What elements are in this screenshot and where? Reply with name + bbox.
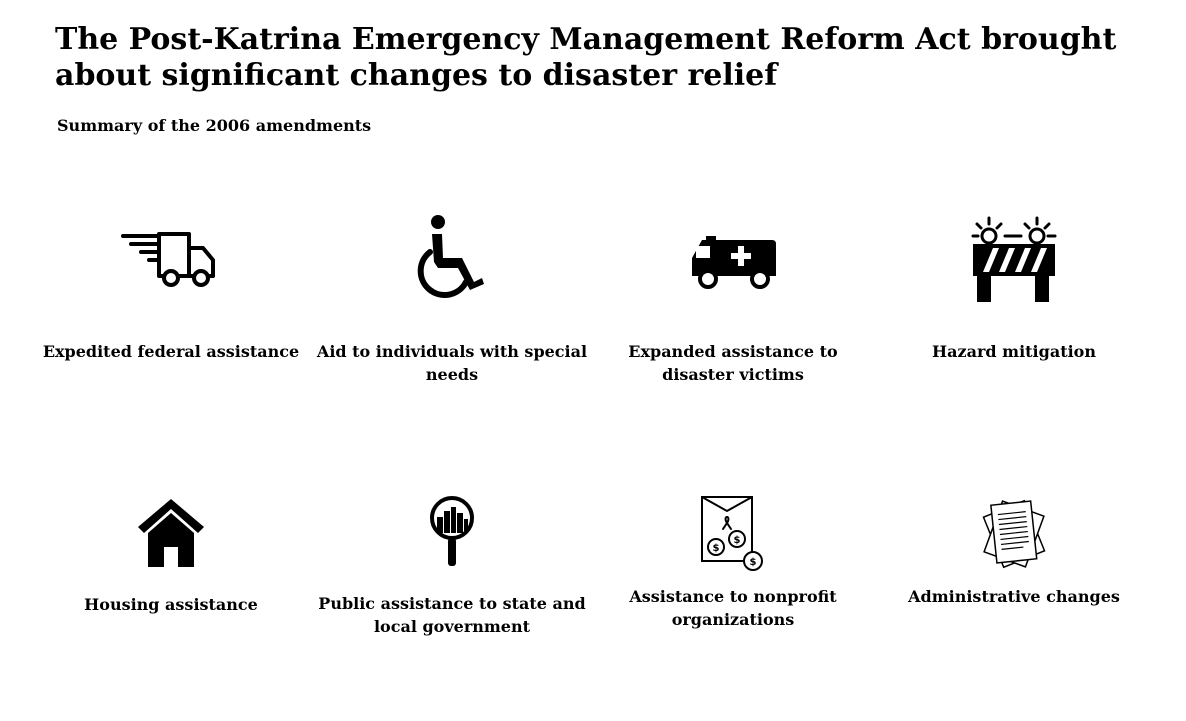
item-label: Assistance to nonprofit organizations xyxy=(629,587,837,629)
page-subtitle: Summary of the 2006 amendments xyxy=(57,116,372,135)
donation-envelope-icon xyxy=(700,495,766,573)
house-icon xyxy=(136,497,206,569)
item-administrative-changes xyxy=(874,495,1154,645)
documents-icon xyxy=(978,497,1050,571)
item-expedited-federal-assistance xyxy=(31,210,311,400)
item-label: Hazard mitigation xyxy=(932,342,1096,361)
svg-text:$: $ xyxy=(712,543,720,554)
wheelchair-icon xyxy=(416,214,488,302)
item-assistance-nonprofit xyxy=(593,495,873,645)
magnifier-city-icon xyxy=(427,495,477,569)
item-aid-special-needs xyxy=(312,210,592,400)
item-label: Housing assistance xyxy=(84,595,258,614)
svg-text:$: $ xyxy=(733,535,741,546)
item-hazard-mitigation xyxy=(874,210,1154,400)
ambulance-icon xyxy=(688,234,778,290)
road-barrier-icon xyxy=(969,216,1059,304)
item-label: Aid to individuals with special needs xyxy=(316,342,588,384)
page-title: The Post-Katrina Emergency Management Reform Act brought about significant changes to disaster relief xyxy=(55,22,1117,93)
item-housing-assistance xyxy=(31,495,311,645)
item-label: Expanded assistance to disaster victims xyxy=(628,342,838,384)
svg-text:$: $ xyxy=(749,557,757,568)
item-label: Expedited federal assistance xyxy=(42,342,300,361)
delivery-truck-icon xyxy=(121,230,221,290)
item-label: Public assistance to state and local government xyxy=(318,594,586,636)
item-label: Administrative changes xyxy=(908,587,1120,606)
item-expanded-assistance-victims xyxy=(593,210,873,400)
item-public-assistance-government xyxy=(312,495,592,645)
